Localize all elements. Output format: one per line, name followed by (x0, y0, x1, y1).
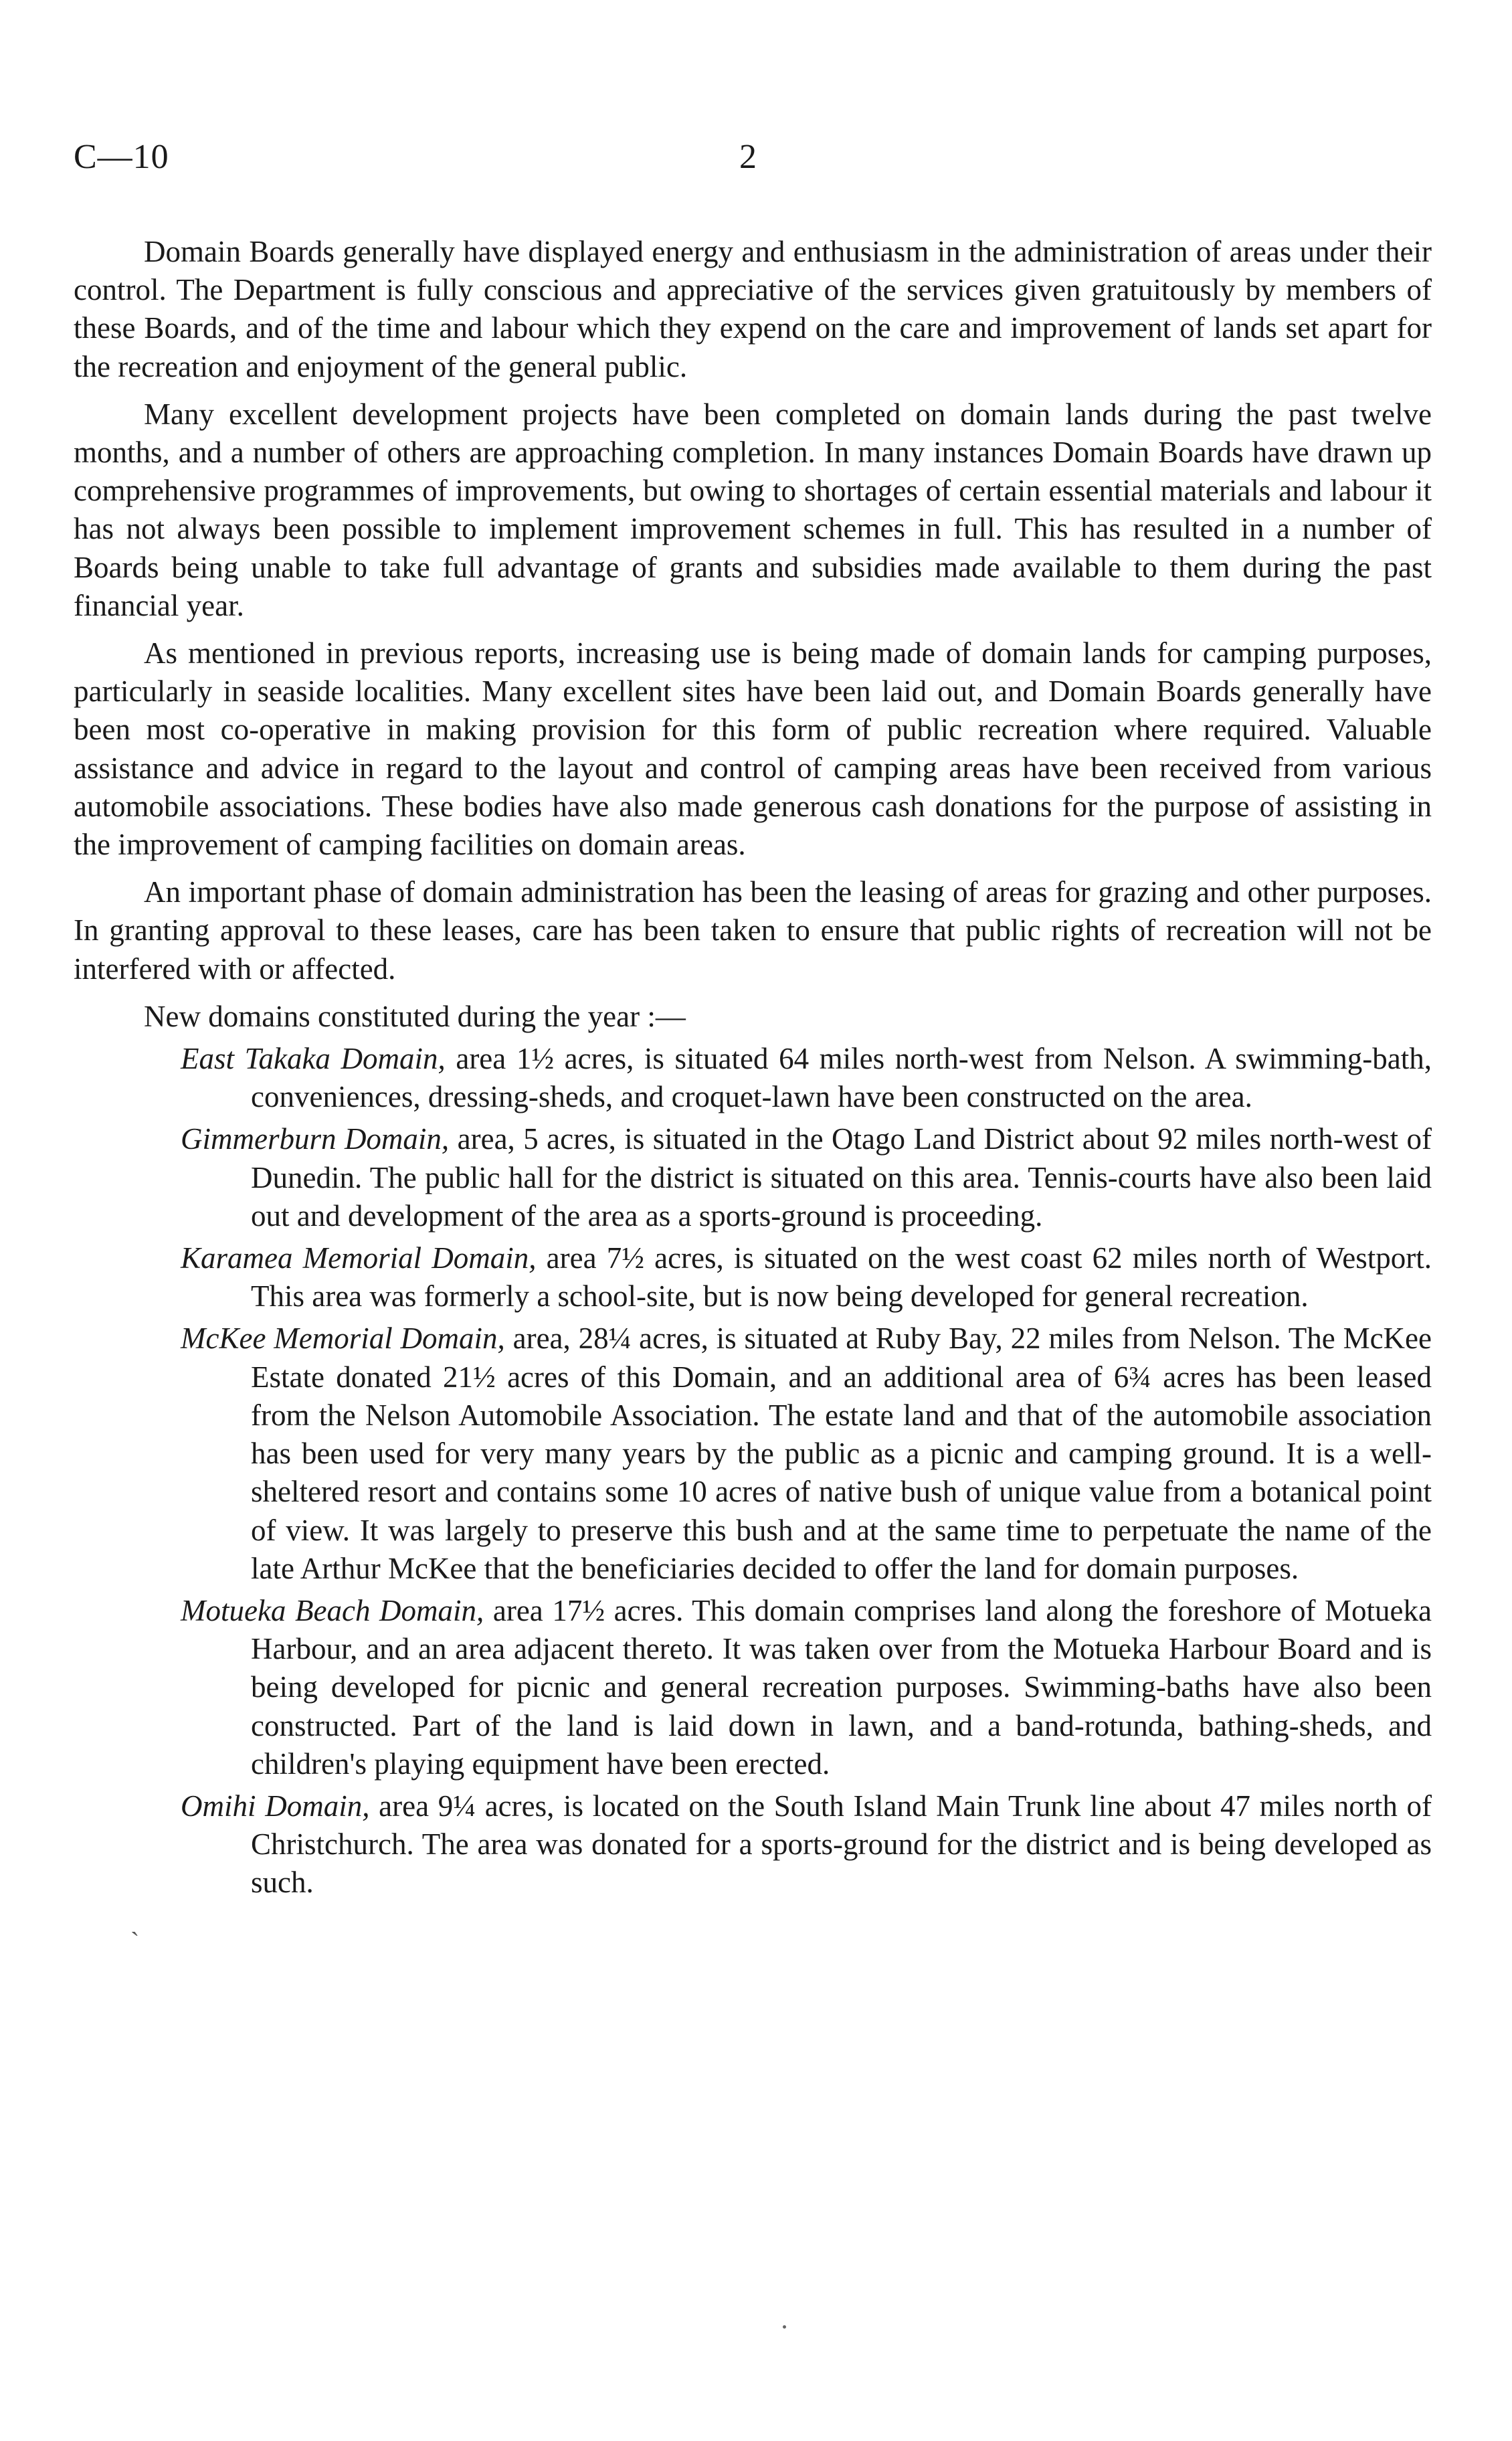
paragraph: Many excellent development projects have been completed on domain lands during the past twelve months, and a number of others are approaching completion. In many instances Domain Boards have drawn up comprehensive programmes of improvements, but owing to shortages of certain essential materials and labour it has not always been possible to implement improvement schemes in full. This has resulted in a number of Boards being unable to take full advantage of grants and subsidies made available to them during the past financial year. (74, 397, 1432, 622)
domain-description: area 7½ acres, is situated on the west coast 62 miles north of Westport. This area was formerly a school-site, but is now being developed for general recreation. (251, 1241, 1432, 1314)
domain-entry (74, 1320, 1432, 1587)
body-text (74, 233, 1432, 1906)
domain-entry (74, 1040, 1432, 1116)
domain-entry (74, 1592, 1432, 1783)
paragraph: As mentioned in previous reports, increasing use is being made of domain lands for camping purposes, particularly in seaside localities. Many excellent sites have been laid out, and Domain Boards generally have been most co-operative in making provision for this form of public recreation where required. Valuable assistance and advice in regard to the layout and control of camping areas have been received from various automobile associations. These bodies have also made generous cash donations for the purpose of assisting in the improvement of camping facilities on domain areas. (74, 636, 1432, 862)
domain-name: Omihi Domain, (181, 1789, 370, 1823)
domain-description: area, 28¼ acres, is situated at Ruby Bay, 22 miles from Nelson. The McKee Estate donated 21½ acres of this Domain, and an additional area of 6¾ acres has been leased from the Nelson Automobile Association. The estate land and that of the automobile association has been used for very many years by the public as a picnic and camping ground. It is a well-sheltered resort and contains some 10 acres of native bush of unique value from a botanical point of view. It was largely to preserve this bush and at the same time to perpetuate the name of the late Arthur McKee that the beneficiaries decided to offer the land for domain purposes. (251, 1322, 1432, 1585)
domain-entry (74, 1787, 1432, 1902)
paragraph: An important phase of domain administration has been the leasing of areas for grazing and other purposes. In granting approval to these leases, care has been taken to ensure that public rights of recreation will not be interfered with or affected. (74, 875, 1432, 986)
domain-description: area 9¼ acres, is located on the South Island Main Trunk line about 47 miles north of Christchurch. The area was donated for a sports-ground for the district and is being developed as such. (251, 1789, 1432, 1900)
domain-entry (74, 1239, 1432, 1316)
domain-entry (74, 1120, 1432, 1235)
domain-description: area, 5 acres, is situated in the Otago Land District about 92 miles north-west of Dunedin. The public hall for the district is situated on this area. Tennis-courts have also been laid out and development of the area as a sports-ground is proceeding. (251, 1122, 1432, 1233)
domain-name: McKee Memorial Domain, (181, 1322, 505, 1356)
document-reference: C—10 (74, 138, 169, 176)
domain-name: Gimmerburn Domain, (181, 1122, 450, 1156)
domains-intro: New domains constituted during the year :— (144, 999, 686, 1033)
page-number: 2 (739, 138, 757, 176)
domain-description: area 1½ acres, is situated 64 miles north-west from Nelson. A swimming-bath, conveniences, dressing-sheds, and croquet-lawn have been constructed on the area. (251, 1042, 1432, 1114)
paragraph: Domain Boards generally have displayed energy and enthusiasm in the administration of areas under their control. The Department is fully conscious and appreciative of the services given gratuitously by members of these Boards, and of the time and labour which they expend on the care and improvement of lands set apart for the recreation and enjoyment of the general public. (74, 235, 1432, 383)
domain-name: Motueka Beach Domain, (181, 1593, 484, 1627)
domain-name: East Takaka Domain, (181, 1042, 446, 1076)
stray-dot-mark (783, 2325, 786, 2329)
domain-description: area 17½ acres. This domain comprises land along the foreshore of Motueka Harbour, and an area adjacent thereto. It was taken over from the Motueka Harbour Board and is being developed for picnic and general recreation purposes. Swimming-baths have also been constructed. Part of the land is laid down in lawn, and a band-rotunda, bathing-sheds, and children's playing equipment have been erected. (251, 1593, 1432, 1781)
stray-tick-mark: ˋ (130, 1926, 140, 1957)
domain-name: Karamea Memorial Domain, (181, 1241, 537, 1275)
